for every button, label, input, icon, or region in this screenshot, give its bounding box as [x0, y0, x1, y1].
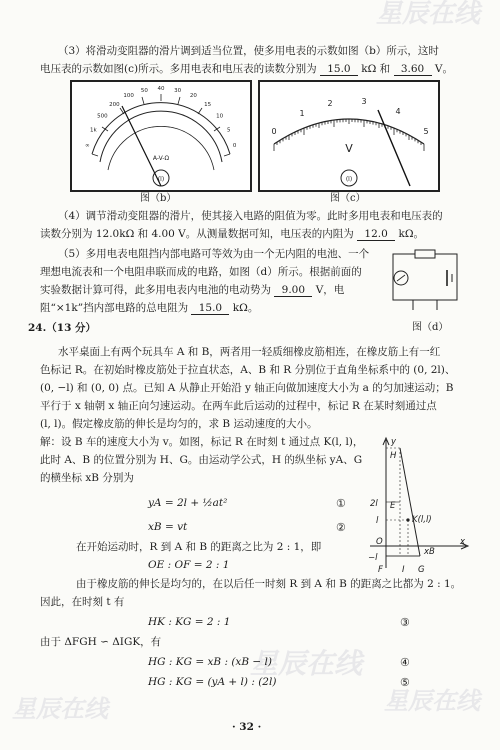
equation-5-number: ⑤ [400, 676, 410, 689]
equation-oe: OE : OF = 2 : 1 [148, 559, 230, 571]
equation-1-number: ① [336, 497, 346, 510]
solution-line7: 由于 ΔFGH ∽ ΔIGK，有 [40, 636, 162, 648]
multimeter-scale-label: 100 [123, 93, 134, 100]
watermark-bottom-right: 星辰在线 [384, 688, 480, 715]
label-K: K(l,l) [412, 515, 432, 525]
watermark-bottom-left: 星辰在线 [12, 696, 108, 723]
label-O: O [376, 537, 383, 547]
q24-para-line2: 色标记 R。在初始时橡皮筋处于拉直状态，A、B 和 R 分别位于直角坐标系中的 (0, 2l)、 [40, 364, 456, 376]
label-y: y [391, 437, 397, 447]
equation-1: yA = 2l + ½at² [148, 497, 228, 509]
equation-3-number: ③ [400, 616, 410, 629]
label-G: G [418, 565, 425, 575]
multimeter-scale-label: 10 [216, 113, 224, 120]
label-E: E [390, 501, 396, 511]
label-H: H [390, 451, 397, 461]
figure-d-caption: 图（d） [412, 322, 449, 333]
q5-line2: 理想电流表和一个电阻串联而成的电路，如图（d）所示。根据前面的 [40, 266, 362, 278]
q3-answer-2: 3.60 [394, 64, 432, 76]
q24-para-line1: 水平桌面上有两个玩具车 A 和 B，两者用一轻质细橡皮筋相连，在橡皮筋上有一红 [58, 346, 441, 358]
label-minus-l: −l [368, 553, 378, 563]
equation-4: HG : KG = xB : (xB − l) [148, 656, 272, 668]
q24-para-line4: 平行于 x 轴朝 x 轴正向匀速运动。在两车此后运动的过程中，标记 R 在某时刻通过点 [40, 400, 437, 412]
label-l: l [376, 516, 379, 526]
voltmeter-tick-3: 3 [361, 97, 367, 106]
voltmeter-tick-0: 0 [271, 127, 277, 136]
solution-line1: 解：设 B 车的速度大小为 v。如图，标记 R 在时刻 t 通过点 K(l, l)， [40, 436, 364, 448]
q5-answer-2: 15.0 [191, 303, 229, 315]
equation-3: HK : KG = 2 : 1 [148, 616, 231, 628]
label-F: F [378, 565, 383, 575]
page-number: · 32 · [232, 721, 262, 733]
solution-line5: 由于橡皮筋的伸长是均匀的，在以后任一时刻 R 到 A 和 B 的距离之比都为 2 : 1。 [76, 578, 462, 590]
q24-para-line5: (l, l)。假定橡皮筋的伸长是均匀的，求 B 运动速度的大小。 [40, 418, 318, 430]
multimeter-scale-label: 500 [97, 113, 108, 120]
voltmeter-dial [260, 82, 438, 190]
label-xB: xB [424, 547, 435, 557]
multimeter-dial [72, 82, 250, 190]
voltmeter-unit: V [345, 142, 353, 155]
circuit-figure-d [385, 246, 465, 316]
q5-answer-1: 9.00 [274, 285, 312, 297]
equation-4-number: ④ [400, 656, 410, 669]
q3-answer-1: 15.0 [320, 64, 358, 76]
multimeter-scale-label: 40 [157, 86, 165, 92]
q24-para-line3: (0, −l) 和 (0, 0) 点。已知 A 从静止开始沿 y 轴正向做加速度大小为 a 的匀加速运动；B [40, 382, 454, 394]
solution-line2: 此时 A、B 的位置分别为 H、G。由运动学公式，H 的纵坐标 yA、G [40, 454, 363, 466]
q24-header: 24.（13 分） [28, 322, 97, 334]
q4-answer: 12.0 [357, 229, 395, 241]
multimeter-scale-label: 0 [232, 143, 237, 150]
figure-c-caption: 图（c） [330, 193, 366, 204]
multimeter-label: A-V-Ω [152, 155, 170, 162]
q4-line2: 读数分别为 12.0kΩ 和 4.00 V。从测量数据可知，电压表的内阻为 12.0 kΩ。 [40, 228, 425, 240]
q3-line1: （3）将滑动变阻器的滑片调到适当位置，使多用电表的示数如图（b）所示，这时 [58, 45, 439, 57]
q5-line4: 阻“×1k”挡内部电路的总电阻为 15.0 kΩ。 [40, 302, 259, 314]
voltmeter-tick-2: 2 [327, 99, 333, 108]
label-I: I [402, 565, 405, 575]
multimeter-scale-label: 5 [226, 127, 231, 134]
equation-2-number: ② [336, 521, 346, 534]
coordinate-diagram [362, 436, 472, 576]
watermark-top: 星辰在线 [375, 0, 480, 28]
q3-line2: 电压表的示数如图(c)所示。多用电表和电压表的读数分别为 15.0 kΩ 和 3.60 V。 [40, 63, 453, 75]
multimeter-scale-label: ∞ [85, 143, 90, 150]
label-x: x [460, 537, 466, 547]
multimeter-scale-label: 30 [174, 87, 182, 94]
equation-2: xB = vt [148, 521, 188, 533]
solution-line6: 因此，在时刻 t 有 [40, 596, 125, 608]
multimeter-knob: (l) [157, 176, 165, 183]
figure-b-caption: 图（b） [140, 193, 177, 204]
voltmeter-tick-1: 1 [299, 109, 305, 118]
q4-line1: （4）调节滑动变阻器的滑片，使其接入电路的阻值为零。此时多用电表和电压表的 [58, 210, 443, 222]
q5-line1: （5）多用电表电阻挡内部电路可等效为由一个无内阻的电池、一个 [58, 248, 370, 260]
multimeter-scale-label: 15 [204, 101, 212, 108]
multimeter-scale-label: 50 [140, 87, 148, 94]
voltmeter-knob: (l) [345, 176, 353, 183]
equation-5: HG : KG = (yA + l) : (2l) [148, 676, 277, 688]
multimeter-scale-label: 20 [189, 93, 197, 100]
multimeter-figure-b [70, 80, 252, 192]
q5-line3: 实验数据计算可得，此多用电表内电池的电动势为 9.00 V，电 [40, 284, 345, 296]
watermark-middle: 星辰在线 [250, 648, 363, 679]
solution-line4: 在开始运动时，R 到 A 和 B 的距离之比为 2 : 1，即 [76, 541, 322, 553]
voltmeter-tick-4: 4 [395, 107, 401, 116]
voltmeter-tick-5: 5 [423, 127, 429, 136]
label-2l: 2l [370, 499, 378, 509]
voltmeter-figure-c [258, 80, 440, 192]
multimeter-scale-label: 1k [89, 127, 97, 134]
multimeter-scale-label: 200 [109, 101, 120, 108]
solution-line3: 的横坐标 xB 分别为 [40, 472, 134, 484]
